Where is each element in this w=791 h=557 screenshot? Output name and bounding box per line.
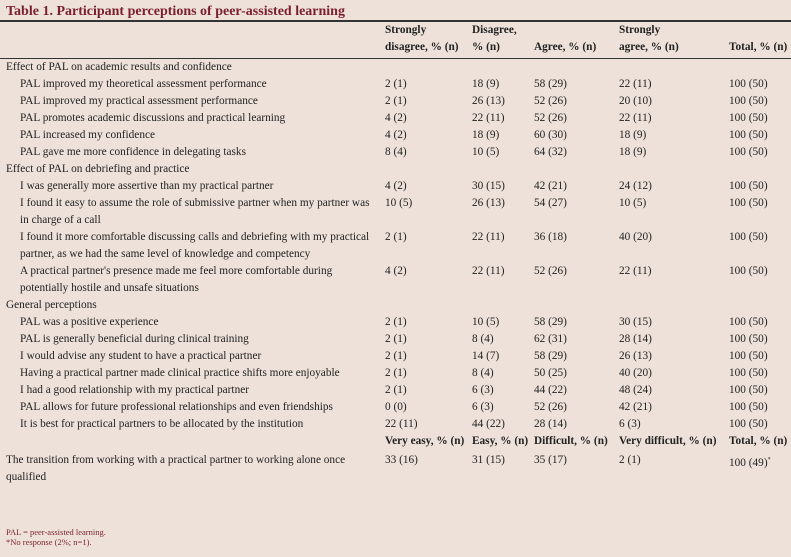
cell-value: 18 (9) (472, 129, 500, 141)
cell-value: 100 (50) (729, 231, 768, 243)
row-label: I would advise any student to have a practical partner (20, 350, 262, 362)
table-row (0, 365, 791, 382)
row-label: PAL promotes academic discussions and practical learning (20, 112, 286, 124)
cell-value: 6 (3) (619, 418, 641, 430)
perceptions-table (0, 22, 791, 486)
header-total: Total, % (n) (729, 41, 788, 53)
cell-value: 100 (50) (729, 401, 768, 413)
cell-value: 28 (14) (534, 418, 567, 430)
cell-value: 100 (50) (729, 265, 768, 277)
cell-value: 50 (25) (534, 367, 567, 379)
cell-value: 100 (50) (729, 180, 768, 192)
table-row (0, 144, 791, 161)
cell-value: 26 (13) (619, 350, 652, 362)
header-strongly-agree: Strongly agree, % (n) (619, 24, 679, 53)
cell-value: 22 (11) (619, 112, 652, 124)
cell-value: 18 (9) (619, 146, 647, 158)
cell-value: 58 (29) (534, 316, 567, 328)
cell-value: 2 (1) (619, 454, 641, 466)
cell-value: 20 (10) (619, 95, 652, 107)
row-label: PAL gave me more confidence in delegating tasks (20, 146, 246, 158)
cell-value: 4 (2) (385, 129, 407, 141)
transition-row (0, 450, 791, 486)
footnotes (6, 527, 106, 547)
cell-value: 14 (7) (472, 350, 500, 362)
table-row (0, 314, 791, 331)
cell-value: 10 (5) (619, 197, 647, 209)
cell-value: 26 (13) (472, 197, 505, 209)
cell-value: 40 (20) (619, 231, 652, 243)
row-label: PAL increased my confidence (20, 129, 155, 141)
cell-value: 52 (26) (534, 95, 567, 107)
table-row (0, 382, 791, 399)
cell-value: 35 (17) (534, 454, 567, 466)
cell-value: 52 (26) (534, 112, 567, 124)
table-row (0, 110, 791, 127)
cell-value: 36 (18) (534, 231, 567, 243)
cell-value: 100 (50) (729, 367, 768, 379)
table-row (0, 263, 791, 297)
transition-header: Difficult, % (n) (534, 435, 608, 447)
row-label: The transition from working with a practical partner to working alone once qualified (6, 454, 346, 483)
cell-value: 33 (16) (385, 454, 418, 466)
cell-value: 10 (5) (472, 316, 500, 328)
row-label: PAL improved my theoretical assessment performance (20, 78, 267, 90)
table-row (0, 348, 791, 365)
cell-value: 8 (4) (472, 367, 494, 379)
table-row (0, 178, 791, 195)
row-label: PAL was a positive experience (20, 316, 159, 328)
row-label: PAL allows for future professional relationships and even friendships (20, 401, 333, 413)
cell-value: 2 (1) (385, 350, 407, 362)
footnote: PAL = peer-assisted learning. (6, 527, 106, 537)
cell-value: 8 (4) (385, 146, 407, 158)
row-label: Having a practical partner made clinical practice shifts more enjoyable (20, 367, 340, 379)
cell-value: 44 (22) (534, 384, 567, 396)
cell-value: 4 (2) (385, 265, 407, 277)
cell-value: 0 (0) (385, 401, 407, 413)
cell-value: 4 (2) (385, 180, 407, 192)
table-row (0, 195, 791, 229)
cell-value: 2 (1) (385, 95, 407, 107)
header-agree: Agree, % (n) (534, 41, 597, 53)
cell-value: 100 (50) (729, 333, 768, 345)
cell-value: 6 (3) (472, 401, 494, 413)
cell-value: 52 (26) (534, 401, 567, 413)
transition-header: Easy, % (n) (472, 435, 529, 447)
cell-value: 2 (1) (385, 384, 407, 396)
section-title: Effect of PAL on debriefing and practice (6, 163, 190, 175)
cell-value: 58 (29) (534, 78, 567, 90)
transition-header: Very easy, % (n) (385, 435, 465, 447)
cell-value: 100 (49)* (729, 456, 771, 469)
transition-header: Total, % (n) (729, 435, 788, 447)
cell-value: 2 (1) (385, 78, 407, 90)
cell-value: 30 (15) (472, 180, 505, 192)
table-row (0, 229, 791, 263)
header-row (0, 22, 791, 59)
row-label: A practical partner's presence made me feel more comfortable during potentially hostile and unsafe situations (20, 265, 333, 294)
cell-value: 100 (50) (729, 316, 768, 328)
cell-value: 64 (32) (534, 146, 567, 158)
table-row (0, 127, 791, 144)
row-label: PAL is generally beneficial during clinical training (20, 333, 249, 345)
table-row (0, 416, 791, 433)
cell-value: 100 (50) (729, 78, 768, 90)
cell-value: 62 (31) (534, 333, 567, 345)
cell-value: 10 (5) (385, 197, 413, 209)
cell-value: 22 (11) (472, 231, 505, 243)
cell-value: 100 (50) (729, 95, 768, 107)
cell-value: 100 (50) (729, 418, 768, 430)
cell-value: 100 (50) (729, 350, 768, 362)
section-header-row (0, 161, 791, 178)
cell-value: 26 (13) (472, 95, 505, 107)
table-row (0, 399, 791, 416)
cell-value: 28 (14) (619, 333, 652, 345)
cell-value: 31 (15) (472, 454, 505, 466)
cell-value: 100 (50) (729, 112, 768, 124)
footnote: *No response (2%; n=1). (6, 537, 92, 547)
cell-value: 100 (50) (729, 197, 768, 209)
row-label: It is best for practical partners to be allocated by the institution (20, 418, 304, 430)
cell-value: 100 (50) (729, 384, 768, 396)
row-label: I had a good relationship with my practical partner (20, 384, 249, 396)
cell-value: 44 (22) (472, 418, 505, 430)
cell-value: 2 (1) (385, 316, 407, 328)
row-label: I found it easy to assume the role of submissive partner when my partner was in charge of a call (20, 197, 370, 226)
table-row (0, 76, 791, 93)
cell-value: 54 (27) (534, 197, 567, 209)
cell-value: 2 (1) (385, 231, 407, 243)
section-title: General perceptions (6, 299, 97, 311)
cell-value: 58 (29) (534, 350, 567, 362)
cell-value: 8 (4) (472, 333, 494, 345)
cell-value: 100 (50) (729, 129, 768, 141)
row-label: I found it more comfortable discussing calls and debriefing with my practical partner, as we had the same level of knowledge and competency (20, 231, 370, 260)
cell-value: 52 (26) (534, 265, 567, 277)
cell-value: 2 (1) (385, 333, 407, 345)
cell-value: 4 (2) (385, 112, 407, 124)
cell-value: 18 (9) (619, 129, 647, 141)
footnote-mark: * (767, 457, 771, 463)
table-title: Table 1. Participant perceptions of peer-assisted learning (6, 4, 345, 19)
cell-value: 100 (50) (729, 146, 768, 158)
cell-value: 6 (3) (472, 384, 494, 396)
cell-value: 22 (11) (619, 265, 652, 277)
table-row (0, 93, 791, 110)
header-disagree: Disagree, % (n) (472, 24, 517, 53)
cell-value: 22 (11) (619, 78, 652, 90)
transition-header: Very difficult, % (n) (619, 435, 717, 447)
cell-value: 22 (11) (472, 112, 505, 124)
cell-value: 2 (1) (385, 367, 407, 379)
cell-value: 22 (11) (385, 418, 418, 430)
table-row (0, 331, 791, 348)
cell-value: 22 (11) (472, 265, 505, 277)
cell-value: 30 (15) (619, 316, 652, 328)
section-header-row (0, 297, 791, 314)
section-header-row (0, 59, 791, 77)
cell-value: 40 (20) (619, 367, 652, 379)
cell-value: 60 (30) (534, 129, 567, 141)
cell-value: 48 (24) (619, 384, 652, 396)
cell-value: 18 (9) (472, 78, 500, 90)
cell-value: 10 (5) (472, 146, 500, 158)
cell-value: 42 (21) (619, 401, 652, 413)
row-label: PAL improved my practical assessment performance (20, 95, 258, 107)
header-strongly-disagree: Strongly disagree, % (n) (385, 24, 459, 53)
row-label: I was generally more assertive than my practical partner (20, 180, 274, 192)
cell-value: 24 (12) (619, 180, 652, 192)
section-title: Effect of PAL on academic results and confidence (6, 61, 232, 73)
transition-header-row (0, 433, 791, 450)
cell-value: 42 (21) (534, 180, 567, 192)
